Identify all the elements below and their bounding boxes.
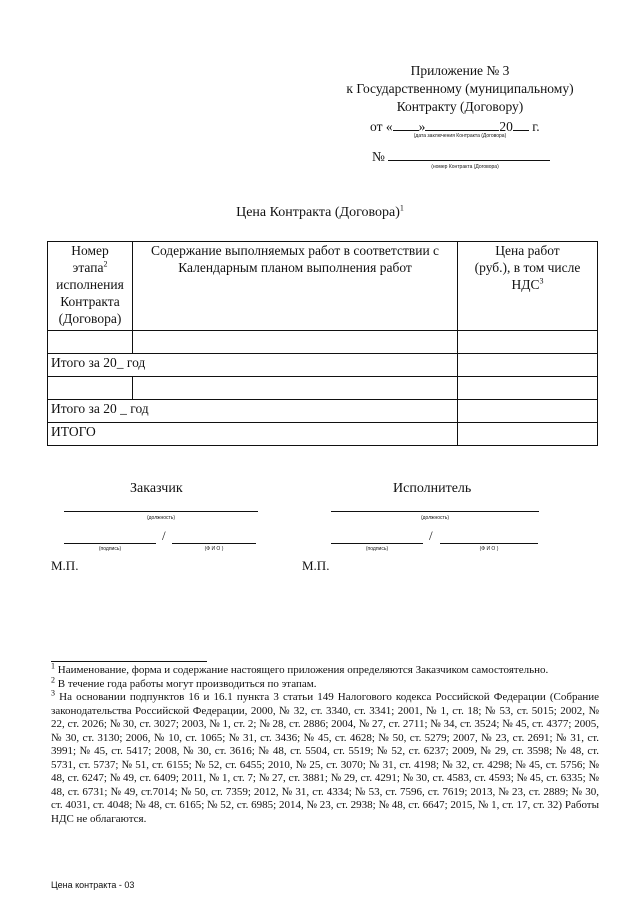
contractor-signature-caption: (подпись) [365,546,389,552]
footnote-separator [51,661,207,662]
footnotes [51,661,599,826]
table-cell[interactable] [48,377,133,400]
table-row [48,331,598,354]
header-price: Цена работ (руб.), в том числе НДС$^3$ [458,242,598,331]
customer-heading: Заказчик [130,481,183,496]
customer-signature-field[interactable] [64,543,156,544]
contractor-signature-field[interactable] [331,543,423,544]
table-row-grand-total [48,423,598,446]
customer-signature-caption: (подпись) [98,546,122,552]
table-cell[interactable] [48,331,133,354]
contractor-fio-field[interactable] [440,543,538,544]
total-year-2-label: Итого за 20 _ год [48,400,458,423]
total-year-1-label: Итого за 20_ год [48,354,458,377]
contract-number-field[interactable] [388,160,550,161]
total-year-1-value[interactable] [458,354,598,377]
table-cell[interactable] [458,331,598,354]
appendix-number: Приложение № 3 [410,63,510,78]
appendix-subtitle: к Государственному (муниципальному) [346,81,574,96]
customer-stamp: М.П. [51,558,79,573]
table-cell[interactable] [133,331,458,354]
table-row-total-year-2 [48,400,598,423]
customer-fio-field[interactable] [172,543,256,544]
grand-total-value[interactable] [458,423,598,446]
contract-number-caption: (номер Контракта (Договора) [431,164,499,170]
table-cell[interactable] [458,377,598,400]
contractor-stamp: М.П. [302,558,330,573]
contractor-position-field[interactable] [331,511,539,512]
header-stage-number: Номер этапа$^2$ исполнения Контракта (Договора) [48,242,133,331]
appendix-contract-ref: Контракту (Договору) [396,99,524,114]
contractor-heading: Исполнитель [393,481,472,496]
header-work-content: Содержание выполняемых работ в соответствии с Календарным планом выполнения работ [133,242,458,331]
table-row [48,377,598,400]
date-day-field[interactable] [393,118,419,131]
price-table [47,241,598,446]
table-row-total-year-1 [48,354,598,377]
contractor-fio-caption: (Ф И О ) [479,546,499,552]
date-line: от « » 20 г. [370,119,540,134]
contract-number-label: № [372,149,385,164]
date-year-field[interactable] [513,118,529,131]
footnote-3: $^3$ На основании подпунктов 16 и 16.1 пункта 3 статьи 149 Налогового кодекса Российской Федерации (Собрание законодательства Российской Федерации, 2000, № 32, ст. 3340, ст. 3341; 2001, № 1, ст. 18; № 53, ст. 5015; 2002, № 22, ст. 2026; № 30, ст. 3027; 2003, № 1, ст. 2; № 28, ст. 2886; 2004, № 27, ст. 2711; № 34, ст. 3524; № 45, ст. 4377; 2005, № 30, ст. 3130; 2006, № 10, ст. 1065; № 31, ст. 3436; № 45, ст. 4628; № 50, ст. 5279; 2007, № 23, ст. 2691; № 31, ст. 3991; № 45, ст. 5417; 2008, № 30, ст. 3616; № 48, ст. 5504, ст. 5519; № 52, ст. 6237; 2009, № 29, ст. 3598; № 48, ст. 5731, ст. 5737; № 51, ст. 6155; № 52, ст. 6455; 2010, № 25, ст. 3070; № 31, ст. 4198; № 32, ст. 4298; № 45, ст. 5756; № 48, ст. 6247; № 49, ст. 6409; 2011, № 1, ст. 7; № 27, ст. 3881; № 29, ст. 4291; № 30, ст. 4583, ст. 4593; № 45, ст. 6335; № 48, ст. 6731; № 49, ст.7014; № 50, ст. 7359; 2012, № 31, ст. 4334; № 53, ст. 7596, ст. 7619; 2013, № 23, ст. 2889; № 30, ст. 4031, ст. 4048; № 48, ст. 6165; № 52, ст. 6985; 2014, № 23, ст. 2938; № 48, ст. 6647; 2015, № 1, ст. 17, ст. 32) Работы НДС не облагаются. [51,688,599,825]
table-header-row [48,242,598,331]
date-month-field[interactable] [425,118,499,131]
date-caption: (дата заключения Контракта (Договора) [413,133,507,139]
customer-position-field[interactable] [64,511,258,512]
customer-fio-caption: (Ф И О ) [204,546,224,552]
contractor-position-caption: (должность) [420,515,450,521]
grand-total-label: ИТОГО [48,423,458,446]
customer-slash: / [162,528,166,543]
total-year-2-value[interactable] [458,400,598,423]
page-footer: Цена контракта - 03 [51,880,135,890]
contractor-slash: / [429,528,433,543]
footnote-1: $^1$ Наименование, форма и содержание настоящего приложения определяются Заказчиком самостоятельно. [51,661,549,676]
appendix-header [330,62,590,116]
table-cell[interactable] [133,377,458,400]
page-title: Цена Контракта (Договора)$^1$ [236,203,404,220]
customer-position-caption: (должность) [146,515,176,521]
footnote-2: $^2$ В течение года работы могут производиться по этапам. [51,674,317,690]
